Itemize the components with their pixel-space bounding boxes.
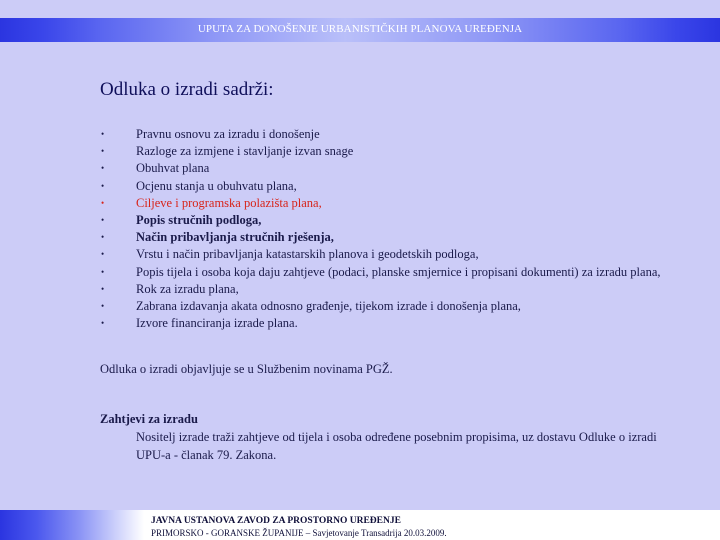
footer-event: PRIMORSKO - GORANSKE ŽUPANIJE – Savjetovanje Transadrija 20.03.2009. [151,528,447,538]
bullet-icon: • [101,215,105,226]
list-item [100,160,680,177]
bullet-icon: • [101,283,105,294]
list-item-text: Rok za izradu plana, [136,281,239,296]
list-item-text: Vrstu i način pribavljanja katastarskih planova i geodetskih podloga, [136,247,479,262]
header-title: UPUTA ZA DONOŠENJE URBANISTIČKIH PLANOVA UREĐENJA [197,23,523,35]
bullet-icon: • [101,232,105,243]
list-item [100,178,680,195]
bullet-icon: • [101,146,105,157]
requests-title: Zahtjevi za izradu [100,412,198,426]
list-item-text: Popis tijela i osoba koja daju zahtjeve (podaci, planske smjernice i propisani dokumenti) za izradu plana, [136,264,661,279]
list-item [100,212,680,229]
bullet-icon: • [101,180,105,191]
list-item-text: Razloge za izmjene i stavljanje izvan snage [136,144,354,159]
list-item [100,281,680,298]
list-item-text: Ciljeve i programska polazišta plana, [136,195,322,210]
publication-note: Odluka o izradi objavljuje se u Službenim novinama PGŽ. [100,362,393,376]
bullet-icon: • [101,249,105,260]
list-item [100,298,680,315]
list-item-text: Obuhvat plana [136,161,210,176]
bullet-icon: • [101,163,105,174]
list-item [100,126,680,143]
list-item [100,143,680,160]
list-item [100,264,680,281]
bullet-icon: • [101,129,105,139]
list-item-text: Popis stručnih podloga, [136,213,262,228]
list-item-text: Način pribavljanja stručnih rješenja, [136,230,334,245]
bullet-icon: • [101,266,105,277]
list-item-text: Ocjenu stanja u obuhvatu plana, [136,178,297,193]
list-item-text: Pravnu osnovu za izradu i donošenje [136,127,320,141]
list-item [100,229,680,246]
bullet-list [100,126,680,332]
bullet-icon: • [101,318,105,329]
slide-heading: Odluka o izradi sadrži: [100,79,274,100]
list-item [100,315,680,332]
list-item-text: Zabrana izdavanja akata odnosno građenje, tijekom izrade i donošenja plana, [136,299,521,314]
list-item [100,246,680,263]
bullet-icon: • [101,197,105,208]
requests-body: Nositelj izrade traži zahtjeve od tijela i osoba određene posebnim propisima, uz dostavu Odluke o izradi UPU-a - članak 79. Zakona. [136,430,657,462]
list-item [100,195,680,212]
footer-institution: JAVNA USTANOVA ZAVOD ZA PROSTORNO UREĐENJE [151,516,401,526]
bullet-icon: • [101,301,105,312]
list-item-text: Izvore financiranja izrade plana. [136,316,298,331]
